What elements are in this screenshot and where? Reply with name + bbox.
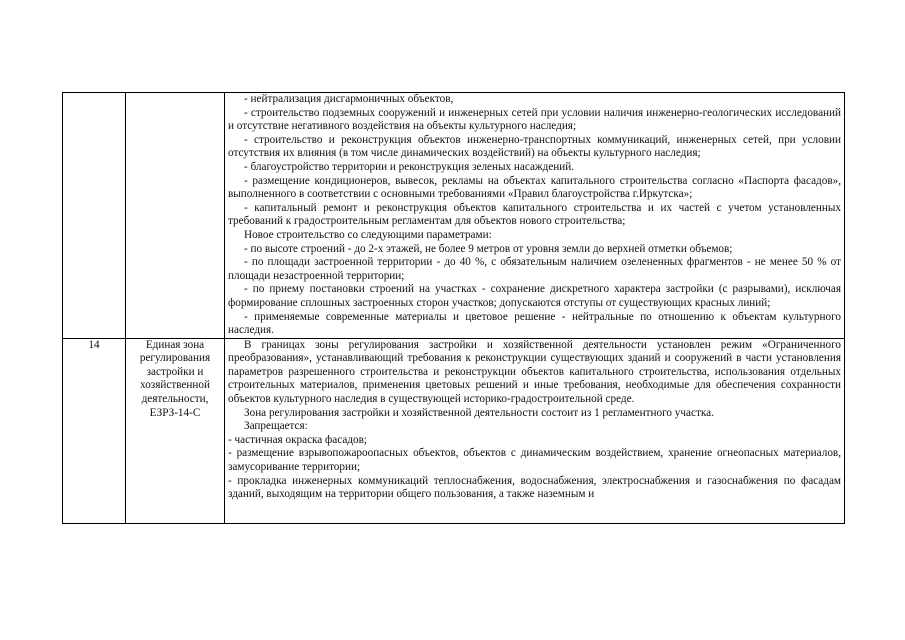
paragraph: - благоустройство территории и реконструкция зеленых насаждений. [244, 160, 575, 173]
paragraph: - прокладка инженерных коммуникаций теплоснабжения, водоснабжения, электроснабжения и газоснабжения по фасадам зданий, выходящим на территории общего пользования, а также наземным и [228, 474, 841, 501]
row-number-cell: 14 [63, 338, 126, 523]
paragraph: - размещение взрывопожароопасных объектов, объектов с динамическим воздействием, хранение огнеопасных материалов, замусоривание территории; [228, 447, 841, 474]
paragraph: В границах зоны регулирования застройки и хозяйственной деятельности установлен режим «Ограниченного преобразования», устанавливающий требования к реконструкции существующих зданий и сооружений в части установления параметров разрешенного строительства и реконструкции объектов капитального строительства, использования отдельных строительных материалов, применения цветовых решений и иные требования, необходимые для обеспечения сохранности объектов культурного наследия в существующей историко-градостроительной среде. [228, 338, 841, 406]
table-row [63, 338, 845, 523]
paragraph: - нейтрализация дисгармоничных объектов, [244, 93, 454, 105]
paragraph: - по площади застроенной территории - до 40 %, с обязательным наличием озелененных фрагментов - не менее 50 % от площади незастроенной территории; [228, 256, 841, 282]
table-row [63, 93, 845, 339]
paragraph: - капитальный ремонт и реконструкция объектов капитального строительства и их частей с учетом установленных требований к градостроительным регламентам для объектов нового строительства; [228, 201, 841, 228]
paragraph: Зона регулирования застройки и хозяйственной деятельности состоит из 1 регламентного участка. [244, 406, 714, 419]
paragraph: - частичная окраска фасадов; [228, 433, 368, 446]
paragraph: - строительство подземных сооружений и инженерных сетей при условии наличия инженерно-геологических исследований и отсутствие негативного воздействия на объекты культурного наследия; [228, 106, 841, 133]
paragraph: - строительство и реконструкция объектов инженерно-транспортных коммуникаций, инженерных сетей, при условии отсутствия их влияния (в том числе динамических воздействий) на объекты культурного наследия; [228, 133, 841, 160]
paragraph: - по приему постановки строений на участках - сохранение дискретного характера застройки (с разрывами), исключая формирование сплошных застроенных сторон участков; допускаются отступы от существующих красных линий; [228, 283, 841, 309]
paragraph: - размещение кондиционеров, вывесок, рекламы на объектах капитального строительства согласно «Паспорта фасадов», выполненного в соответствии с основными требованиями «Правил благоустройства г.Иркутска»; [228, 174, 841, 201]
zone-name-cell: Единая зона регулирования застройки и хозяйственной деятельности, ЕЗРЗ-14-С [126, 338, 225, 523]
row-number-cell [63, 93, 126, 339]
regulation-text-cell [225, 338, 845, 523]
paragraph: - применяемые современные материалы и цветовое решение - нейтральные по отношению к объектам культурного наследия. [228, 310, 841, 337]
zone-name-cell [126, 93, 225, 339]
paragraph: Запрещается: [244, 420, 308, 433]
paragraph: - по высоте строений - до 2-х этажей, не более 9 метров от уровня земли до верхней отметки объемов; [244, 242, 733, 255]
regulation-text-cell [225, 93, 845, 339]
paragraph: Новое строительство со следующими параметрами: [244, 228, 492, 241]
regulation-table [62, 92, 845, 524]
